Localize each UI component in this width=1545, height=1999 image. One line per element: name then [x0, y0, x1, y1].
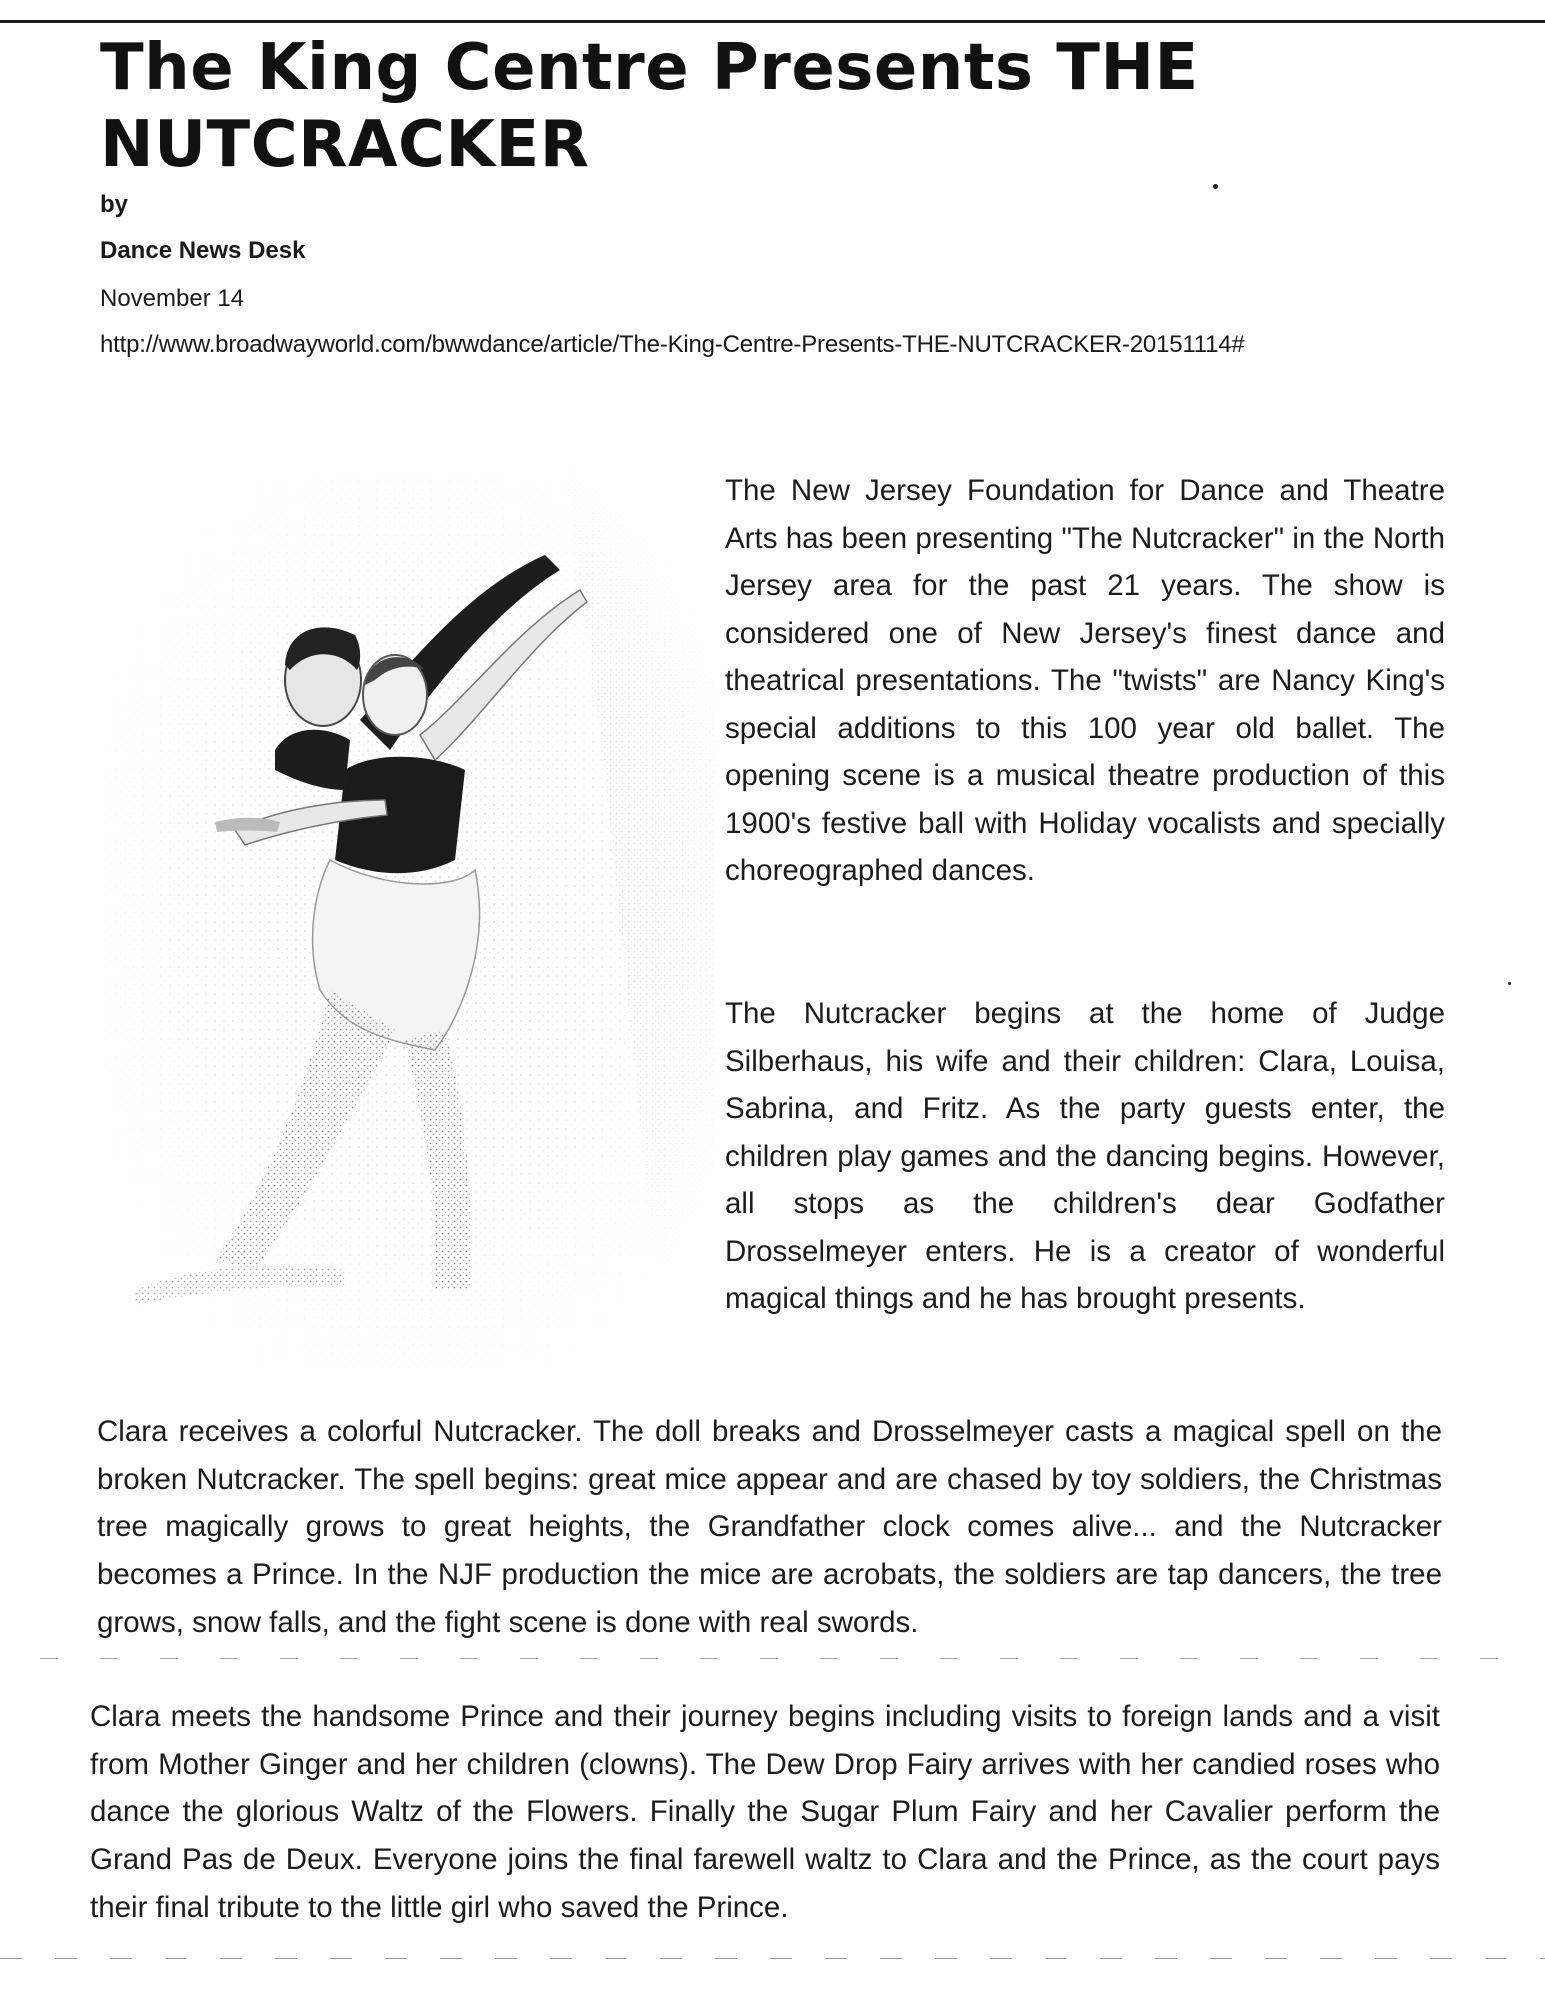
dancers-illustration [105, 470, 715, 1370]
article-paragraph-4: Clara meets the handsome Prince and their journey begins including visits to foreign lands and a visit from Mother Ginger and her children (clowns). The Dew Drop Fairy arrives with her candied roses who dance the glorious Waltz of the Flowers. Finally the Sugar Plum Fairy and her Cavalier perform the Grand Pas de Deux. Everyone joins the final farewell waltz to Clara and the Prince, as the court pays their final tribute to the little girl who saved the Prince. [90, 1700, 1440, 1924]
publish-date: November 14 [100, 285, 245, 312]
article-title: The King Centre Presents THE NUTCRACKER [100, 31, 1199, 182]
byline-label: by [100, 191, 129, 218]
source-url: http://www.broadwayworld.com/bwwdance/article/The-King-Centre-Presents-THE-NUTCRACKER-20151114# [100, 331, 1245, 358]
article-paragraph-2: The Nutcracker begins at the home of Judge Silberhaus, his wife and their children: Clara, Louisa, Sabrina, and Fritz. As the party guests enter, the children play games and the dancing begins. However, all stops as the children's dear Godfather Drosselmeyer enters. He is a creator of wonderful magical things and he has brought presents. [725, 997, 1445, 1315]
article-paragraph-1: The New Jersey Foundation for Dance and Theatre Arts has been presenting "The Nutcracker" in the North Jersey area for the past 21 years. The show is considered one of New Jersey's finest dance and theatrical presentations. The "twists" are Nancy King's special additions to this 100 year old ballet. The opening scene is a musical theatre production of this 1900's festive ball with Holiday vocalists and specially choreographed dances. [725, 474, 1445, 887]
scan-speck [1213, 184, 1218, 189]
author-name: Dance News Desk [100, 237, 306, 264]
article-paragraph-3: Clara receives a colorful Nutcracker. The doll breaks and Drosselmeyer casts a magical spell on the broken Nutcracker. The spell begins: great mice appear and are chased by toy soldiers, the Christmas tree magically grows to great heights, the Grandfather clock comes alive... and the Nutcracker becomes a Prince. In the NJF production the mice are acrobats, the soldiers are tap dancers, the tree grows, snow falls, and the fight scene is done with real swords. [97, 1415, 1442, 1639]
top-rule [0, 20, 1545, 23]
scan-artifact-line [0, 1958, 1545, 1959]
scan-speck [1508, 982, 1511, 985]
scan-artifact-line [40, 1658, 1520, 1659]
dancers-photo [105, 470, 715, 1370]
